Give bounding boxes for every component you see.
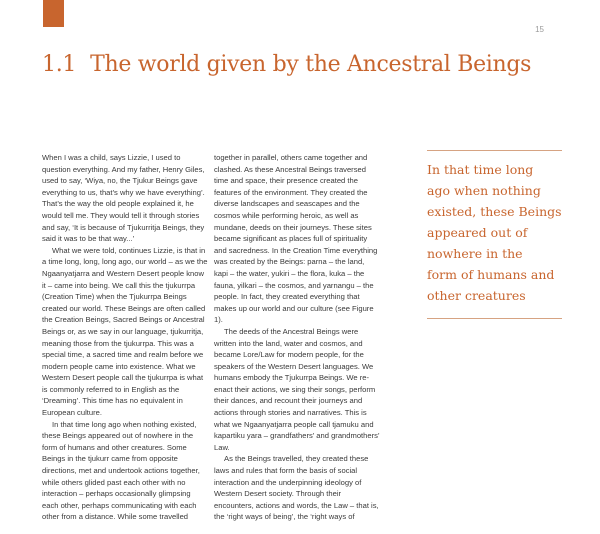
section-heading bbox=[42, 52, 531, 77]
pull-quote bbox=[427, 150, 562, 319]
pull-quote-line: other creatures bbox=[427, 288, 526, 303]
pull-quote-line: nowhere in the bbox=[427, 246, 523, 261]
body-column-right bbox=[214, 152, 380, 523]
chapter-tab-marker bbox=[43, 0, 64, 27]
pull-quote-line: appeared out of bbox=[427, 225, 528, 240]
paragraph: The deeds of the Ancestral Beings were written into the land, water and cosmos, and became Lore/Law for modern people, for the speakers of the Western Desert languages. We humans embody the Tjukurrpa Beings. We re-enact their actions, we sing their songs, perform their dances, and recount their journeys and actions through stories and narratives. This is what we Ngaanyatjarra people call tjamuku and kapartiku yara – grandfathers’ and grandmothers’ Law. bbox=[214, 326, 380, 452]
section-number: 1.1 bbox=[42, 52, 77, 77]
paragraph: As the Beings travelled, they created these laws and rules that form the basis of social interaction and the underpinning ideology of Western Desert society. Through their encounters, actions and words, the Law – that is, the ‘right ways of being’, the ‘right ways of bbox=[214, 454, 379, 522]
pull-quote-line: In that time long bbox=[427, 162, 534, 177]
pull-quote-line: existed, these Beings bbox=[427, 204, 562, 219]
paragraph: together in parallel, others came together and clashed. As these Ancestral Beings traversed time and space, their presence created the features of the environment. They created the diverse landscapes and seascapes and the cosmos while performing heroic, as well as mundane, deeds on their journeys. These sites became significant as places full of spirituality and sacredness. In the Creation Time everything was created by the Beings: parna – the land, kapi – the water, yukiri – the flora, kuka – the fauna, yilkari – the cosmos, and yarnangu – the people. In fact, they created everything that makes up our world and our culture (see Figure 1). bbox=[214, 153, 378, 325]
paragraph: What we were told, continues Lizzie, is that in a time long, long, long ago, our world – as we the Ngaanyatjarra and Western Desert people know it – came into being. We call this the tjukurrpa (Creation Time) when the Tjukurrpa Beings created our world. These Beings are often called the Creation Beings, Sacred Beings or Ancestral Beings or, as we say in our language, tjukurritja, meaning those from the tjukurrpa. This was a special time, a sacred time and realm before we modern people came into existence. What we Western Desert people call the tjukurrpa is what is commonly referred to in English as the ‘Dreaming’. This time has no equivalent in European culture. bbox=[42, 245, 208, 418]
paragraph: In that time long ago when nothing existed, these Beings appeared out of nowhere in the form of humans and other creatures. Some Beings in the tjukurr came from opposite directions, met and undertook actions together, while others glided past each other with no interaction – perhaps occasionally glimpsing each other, perhaps communicating with each other from a distance. While some travelled bbox=[42, 419, 200, 522]
paragraph: When I was a child, says Lizzie, I used to question everything. And my father, Henry Giles, used to say, ‘Wiya, no, the Tjukur Beings gave everything to us, that’s why we have everything’. That’s the way the old people explained it, he would tell me. They would tell it through stories and say, ‘It is because of Tjukurritja Beings, they said it was to be that way...’ bbox=[42, 153, 205, 244]
pull-quote-line: form of humans and bbox=[427, 267, 555, 282]
page-number: 15 bbox=[535, 25, 544, 34]
pull-quote-line: ago when nothing bbox=[427, 183, 541, 198]
section-title: The world given by the Ancestral Beings bbox=[90, 52, 532, 77]
body-column-left bbox=[42, 152, 208, 523]
